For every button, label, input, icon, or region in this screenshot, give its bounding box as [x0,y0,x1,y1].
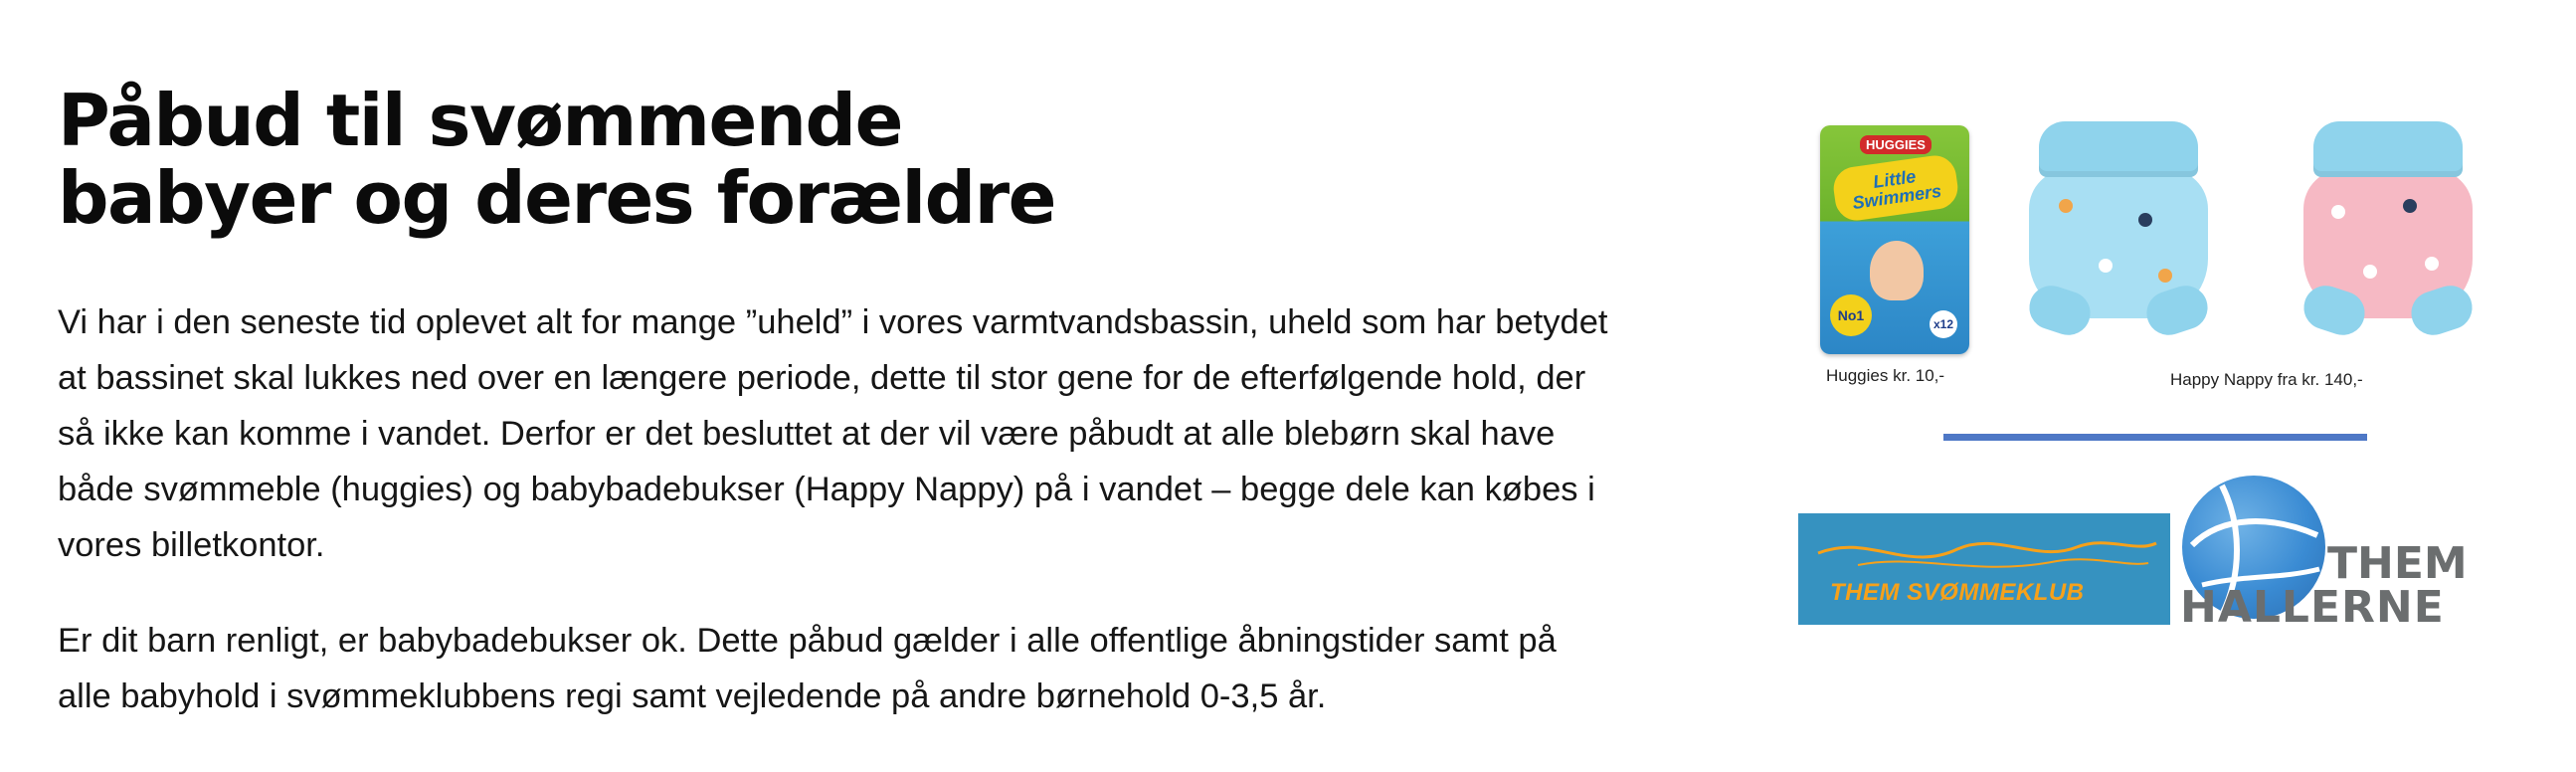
happy-nappy-blue-image [2029,121,2208,358]
pattern-dot [2138,213,2152,227]
paragraph-line: alle babyhold i svømmeklubbens regi samt vejledende på andre børnehold 0-3,5 år. [58,677,1327,715]
pattern-dot [2425,257,2439,271]
page-title-line: babyer og deres forældre [58,156,1056,240]
paragraph-line: Vi har i den seneste tid oplevet alt for mange ”uheld” i vores varmtvandsbassin, uheld som har betydet [58,303,1608,341]
paragraph-line: vores billetkontor. [58,526,325,564]
pattern-dot [2059,199,2073,213]
hallerne-line2: HALLERNE [2180,582,2445,633]
pattern-dot [2158,269,2172,283]
baby-picture [1870,241,1924,300]
huggies-brand-label: HUGGIES [1860,135,1932,154]
them-svommeklub-logo [1798,513,2170,625]
klub-name: THEM SVØMMEKLUB [1830,579,2085,606]
divider-line [1943,434,2367,441]
them-hallerne-logo [2178,472,2516,641]
rules-paragraph [58,613,1729,724]
paragraph-line: at bassinet skal lukkes ned over en længere periode, dette til stor gene for de efterfølgende hold, der [58,359,1586,397]
nappy-waistband [2039,121,2198,177]
page-title-line: Påbud til svømmende [58,79,902,162]
paragraph-line: Er dit barn renligt, er babybadebukser ok. Dette påbud gælder i alle offentlige åbningstider samt på [58,622,1557,660]
huggies-count-badge: x12 [1930,310,1957,338]
happy-nappy-caption: Happy Nappy fra kr. 140,- [2170,370,2363,389]
pattern-dot [2363,265,2377,279]
pattern-dot [2403,199,2417,213]
little-swimmers-logo: Little Swimmers [1831,153,1960,224]
paragraph-line: både svømmeble (huggies) og babybadebukser (Happy Nappy) på i vandet – begge dele kan købes i [58,471,1595,508]
huggies-badge: No1 [1830,294,1872,336]
swimmer-icon [1798,513,2170,625]
intro-paragraph [58,294,1729,573]
happy-nappy-pink-image [2303,121,2473,358]
pattern-dot [2331,205,2345,219]
article-content [58,79,1729,724]
page-title [58,79,1729,240]
pattern-dot [2099,259,2113,273]
paragraph-line: så ikke kan komme i vandet. Derfor er det besluttet at der vil være påbudt at alle blebørn skal have [58,415,1556,453]
nappy-waistband [2313,121,2463,177]
product-image [1780,109,2546,667]
hallerne-line1: THEM [2327,538,2468,589]
huggies-pack-image [1820,125,1969,354]
huggies-caption: Huggies kr. 10,- [1826,366,1945,385]
